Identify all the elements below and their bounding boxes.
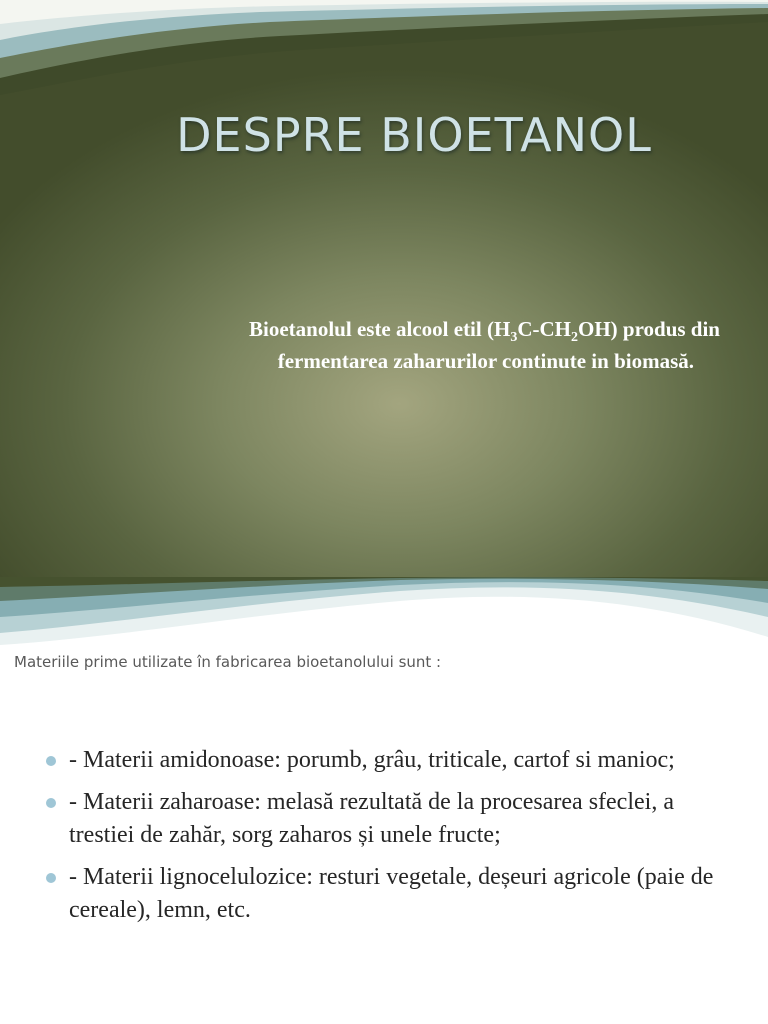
list-item (44, 786, 744, 852)
decorative-wave-top (0, 0, 768, 100)
decorative-wave-top (0, 577, 768, 657)
list-item-text: - Materii zaharoase: melasă rezultată de la procesarea sfeclei, a trestiei de zahăr, sorg zaharos și unele fructe; (69, 789, 674, 848)
bullet-dot-icon (46, 873, 56, 883)
slide-2 (0, 577, 768, 1024)
slide-title: DESPRE BIOETANOL (176, 108, 652, 162)
formula-subscript-3: 3 (510, 330, 518, 345)
bullet-dot-icon (46, 798, 56, 808)
body-text-part-2: C-CH (517, 317, 571, 341)
slide-heading: Materiile prime utilizate în fabricarea bioetanolului sunt : (14, 653, 442, 671)
body-text-line-2: fermentarea zaharurilor continute in biomasă. (277, 349, 694, 373)
list-item (44, 861, 744, 927)
bullet-dot-icon (46, 756, 56, 766)
list-item-text: - Materii amidonoase: porumb, grâu, triticale, cartof si manioc; (69, 747, 675, 773)
body-text-part-1: Bioetanolul este alcool etil (H (249, 317, 511, 341)
formula-subscript-2: 2 (570, 330, 578, 345)
list-item-text: - Materii lignocelulozice: resturi vegetale, deșeuri agricole (paie de cereale), lemn, etc. (69, 864, 714, 923)
list-item (44, 744, 744, 777)
body-text-part-3: OH) produs din (577, 317, 720, 341)
slide-body-text (60, 313, 720, 377)
bullet-list (44, 744, 744, 936)
